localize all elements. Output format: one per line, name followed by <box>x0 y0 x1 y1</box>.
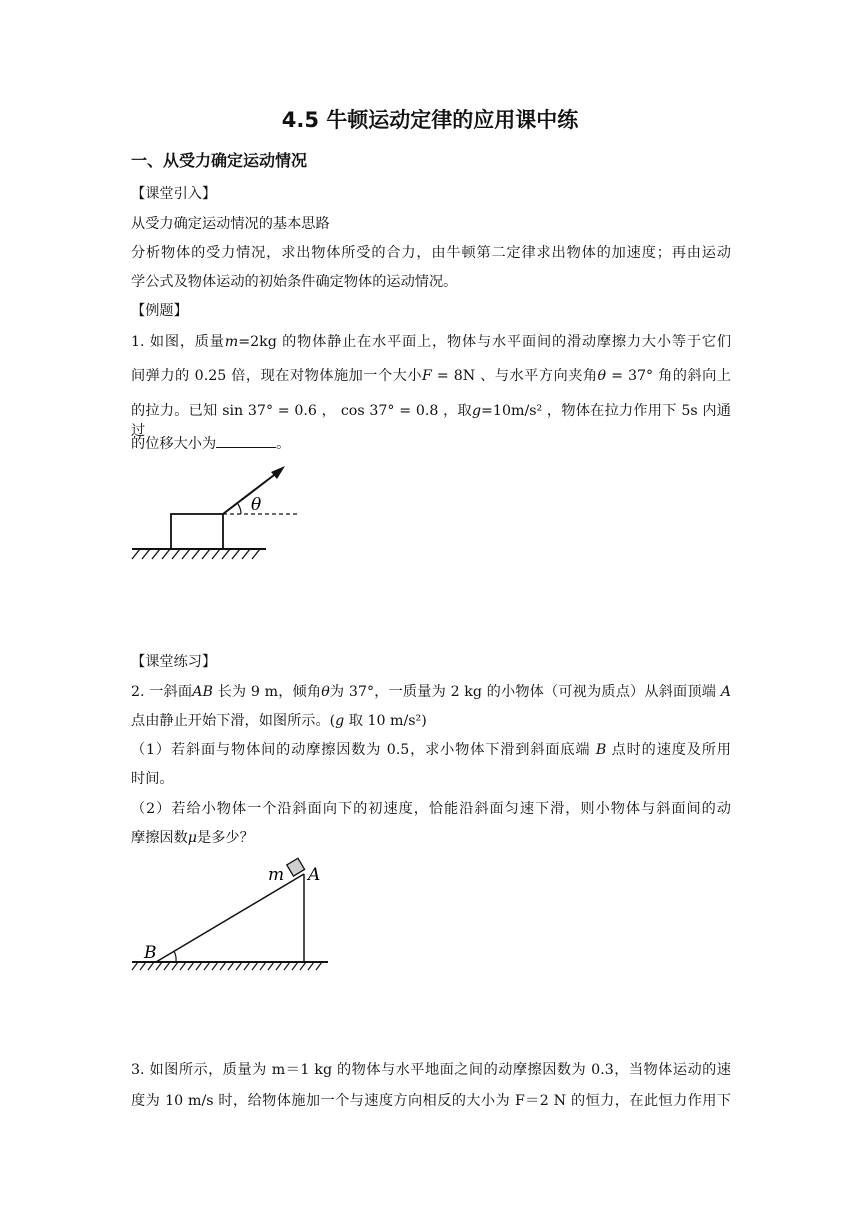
mass-label: m <box>268 865 285 885</box>
practice-label: 【课堂练习】 <box>131 654 217 670</box>
angle-theta-label: θ <box>251 495 262 515</box>
answer-blank[interactable] <box>216 433 276 448</box>
q1-line-2: 间弹力的 0.25 倍，现在对物体施加一个大小F = 8N 、与水平方向夹角θ = 37° 角的斜向上 <box>131 368 731 384</box>
q2-sub-2-cont: 摩擦因数μ是多少？ <box>131 830 254 846</box>
example-label: 【例题】 <box>131 303 188 319</box>
point-b-label: B <box>144 943 157 963</box>
figure-block-force <box>128 455 308 570</box>
intro-heading: 从受力确定运动情况的基本思路 <box>131 216 330 232</box>
intro-label: 【课堂引入】 <box>131 186 217 202</box>
page-title: 4.5 牛顿运动定律的应用课中练 <box>281 108 579 132</box>
section-heading: 一、从受力确定运动情况 <box>131 151 308 170</box>
q1-line-3: 的拉力。已知 sin 37° = 0.6 ， cos 37° = 0.8 ，取g=10m/s² ，物体在拉力作用下 5s 内通过 <box>131 403 731 439</box>
point-a-label: A <box>308 865 321 885</box>
intro-text-2: 学公式及物体运动的初始条件确定物体的运动情况。 <box>131 274 458 290</box>
q2-sub-1: （1）若斜面与物体间的动摩擦因数为 0.5，求小物体下滑到斜面底端 B 点时的速度及所用 <box>131 742 731 758</box>
intro-text-1: 分析物体的受力情况，求出物体所受的合力，由牛顿第二定律求出物体的加速度；再由运动 <box>131 245 731 261</box>
q2-sub-1-cont: 时间。 <box>131 771 174 787</box>
q2-sub-2: （2）若给小物体一个沿斜面向下的初速度，恰能沿斜面匀速下滑，则小物体与斜面间的动 <box>131 801 731 817</box>
q3-line-1: 3. 如图所示，质量为 m＝1 kg 的物体与水平地面之间的动摩擦因数为 0.3，当物体运动的速 <box>131 1062 731 1078</box>
q1-line-4: 的位移大小为 。 <box>131 433 731 454</box>
q3-line-2: 度为 10 m/s 时，给物体施加一个与速度方向相反的大小为 F＝2 N 的恒力，在此恒力作用下 <box>131 1093 731 1109</box>
figure-incline <box>128 855 338 975</box>
q1-line-1: 1. 如图，质量m=2kg 的物体静止在水平面上，物体与水平面间的滑动摩擦力大小等于它们 <box>131 334 732 350</box>
q2-line-2: 点由静止开始下滑，如图所示。(g 取 10 m/s²) <box>131 713 427 729</box>
q2-line-1: 2. 一斜面AB 长为 9 m，倾角θ为 37°，一质量为 2 kg 的小物体（可视为质点）从斜面顶端 A <box>131 684 732 700</box>
